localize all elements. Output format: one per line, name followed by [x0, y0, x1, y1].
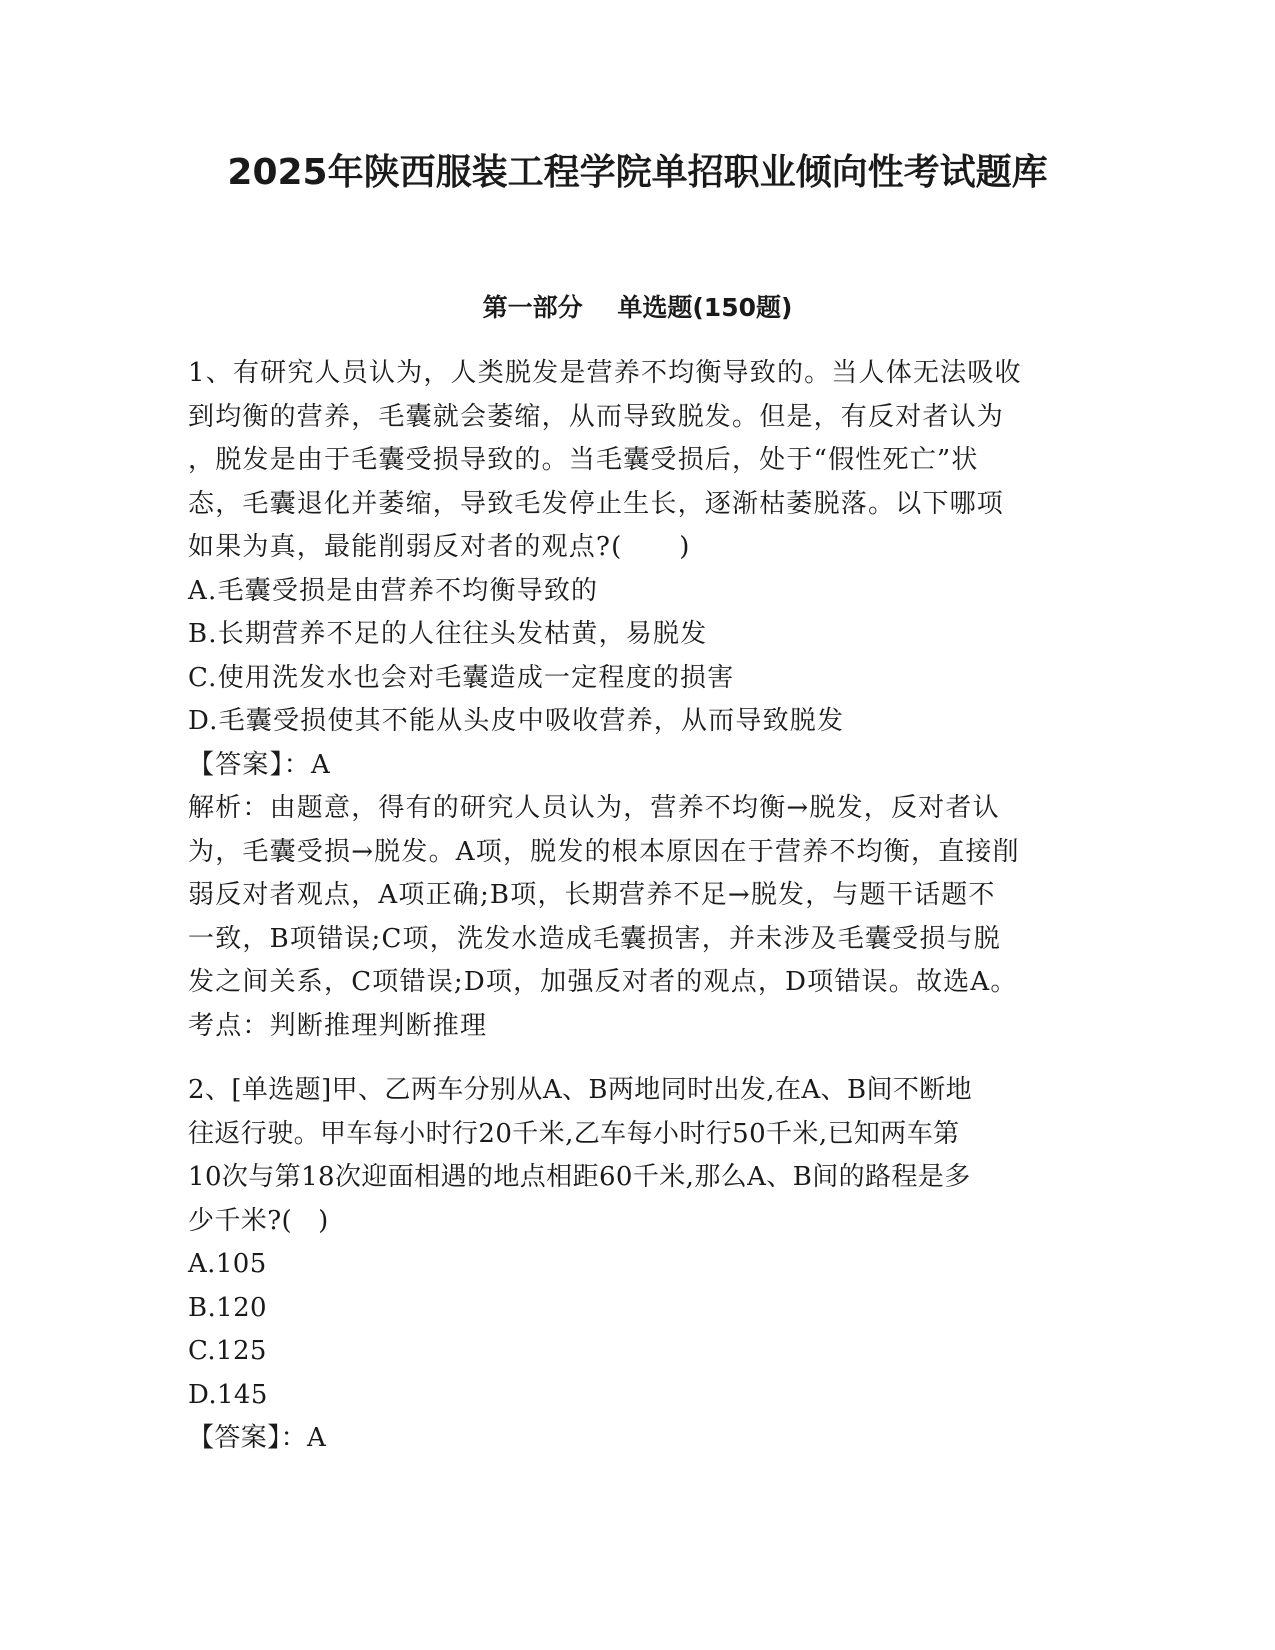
question-1-option-c: C.使用洗发水也会对毛囊造成一定程度的损害	[188, 662, 735, 693]
question-1-analysis-line: 一致，B项错误;C项，洗发水造成毛囊损害，并未涉及毛囊受损与脱	[188, 923, 1001, 954]
section-heading: 第一部分 单选题(150题)	[482, 293, 793, 322]
question-1-stem-line: 1、有研究人员认为，人类脱发是营养不均衡导致的。当人体无法吸收	[188, 358, 1022, 388]
question-1-answer: 【答案】：A	[188, 749, 331, 780]
question-2-option-d: D.145	[188, 1379, 268, 1410]
question-1-analysis-line: 弱反对者观点，A项正确;B项，长期营养不足→脱发，与题干话题不	[188, 880, 996, 910]
question-2-stem-line: 少千米?( )	[188, 1205, 329, 1236]
question-2-answer: 【答案】：A	[188, 1423, 327, 1453]
question-1-analysis-line: 解析：由题意，得有的研究人员认为，营养不均衡→脱发，反对者认	[188, 793, 1000, 823]
question-2-stem-line: 往返行驶。甲车每小时行20千米,乙车每小时行50千米,已知两车第	[188, 1118, 960, 1149]
question-1-option-a: A.毛囊受损是由营养不均衡导致的	[188, 575, 599, 606]
question-1-analysis-line: 发之间关系，C项错误;D项，加强反对者的观点，D项错误。故选A。	[188, 967, 1018, 997]
question-1-option-d: D.毛囊受损使其不能从头皮中吸收营养，从而导致脱发	[188, 706, 845, 736]
question-1-option-b: B.长期营养不足的人往往头发枯黄，易脱发	[188, 619, 708, 649]
question-2	[188, 1069, 1078, 1461]
question-1-topic: 考点：判断推理判断推理	[188, 1010, 488, 1041]
question-1	[188, 352, 1078, 1048]
question-1-analysis-line: 为，毛囊受损→脱发。A项，脱发的根本原因在于营养不均衡，直接削	[188, 836, 1020, 867]
question-1-stem-line: 到均衡的营养，毛囊就会萎缩，从而导致脱发。但是，有反对者认为	[188, 401, 1005, 432]
question-2-stem-line: 10次与第18次迎面相遇的地点相距60千米,那么A、B间的路程是多	[188, 1162, 971, 1192]
question-2-option-c: C.125	[188, 1336, 267, 1366]
question-1-stem-line: 如果为真，最能削弱反对者的观点?( )	[188, 532, 691, 562]
question-1-stem-line: 态，毛囊退化并萎缩，导致毛发停止生长，逐渐枯萎脱落。以下哪项	[188, 488, 1005, 519]
question-1-stem-line: ，脱发是由于毛囊受损导致的。当毛囊受损后，处于“假性死亡”状	[188, 445, 979, 475]
question-2-option-b: B.120	[188, 1292, 267, 1323]
document-title: 2025年陕西服装工程学院单招职业倾向性考试题库	[227, 152, 1048, 193]
question-2-option-a: A.105	[188, 1249, 267, 1279]
question-2-stem-line: 2、[单选题]甲、乙两车分别从A、B两地同时出发,在A、B间不断地	[188, 1075, 973, 1105]
